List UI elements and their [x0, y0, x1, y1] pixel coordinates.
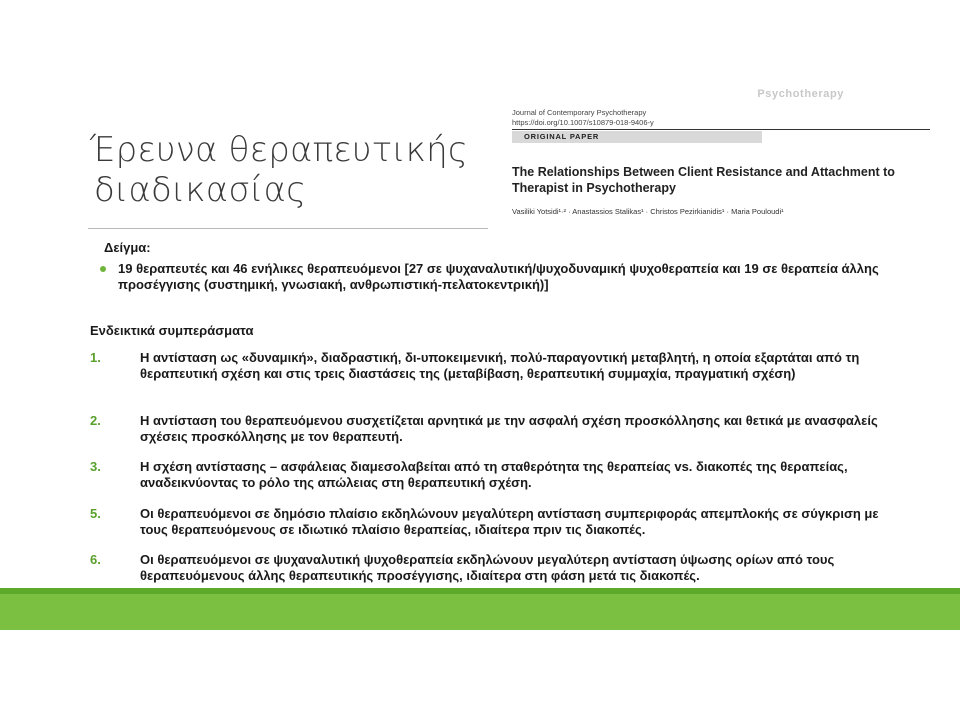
paper-faint-header: Psychotherapy	[757, 88, 844, 100]
conclusion-text: Οι θεραπευόμενοι σε δημόσιο πλαίσιο εκδηλώνουν μεγαλύτερη αντίσταση συμπεριφοράς απεμπλοκής σε σύγκριση με τους θεραπευόμενους σε ιδιωτικό πλαίσιο θεραπείας, ιδιαίτερα πριν τις διακοπές.	[140, 506, 879, 537]
paper-title: The Relationships Between Client Resistance and Attachment to Therapist in Psychotherapy	[512, 165, 895, 195]
paper-authors: Vasiliki Yotsidi¹·² · Anastassios Stalikas¹ · Christos Pezirkianidis¹ · Maria Pouloudi¹	[512, 207, 784, 216]
slide-title	[90, 130, 490, 210]
footer-accent-band	[0, 588, 960, 630]
conclusion-item	[90, 413, 880, 445]
conclusions-heading: Ενδεικτικά συμπεράσματα	[90, 323, 254, 338]
paper-section-band	[512, 131, 762, 143]
paper-journal-name: Journal of Contemporary Psychotherapy	[512, 108, 647, 117]
title-divider	[88, 228, 488, 229]
conclusion-number: 5.	[90, 506, 101, 521]
paper-section-label: ORIGINAL PAPER	[524, 132, 600, 141]
sample-bullet	[100, 261, 880, 293]
conclusion-item	[90, 552, 880, 584]
conclusion-item	[90, 459, 880, 491]
conclusion-number: 1.	[90, 350, 101, 365]
bullet-dot-icon	[100, 266, 106, 272]
paper-header-image	[508, 88, 932, 220]
conclusion-text: Η αντίσταση του θεραπευόμενου συσχετίζεται αρνητικά με την ασφαλή σχέση προσκόλλησης και θετικά με ανασφαλείς σχέσεις προσκόλλησης με τον θεραπευτή.	[140, 413, 878, 444]
slide-title-line-2: διαδικασίας	[94, 170, 307, 210]
conclusion-text: Η αντίσταση ως «δυναμική», διαδραστική, δι-υποκειμενική, πολύ-παραγοντική μεταβλητή, η οποία εξαρτάται από τη θεραπευτική σχέση και στις τρεις διαστάσεις της (μεταβίβαση, θεραπευτική συμμαχία, πραγματική σχέση)	[140, 350, 860, 381]
footer-accent-band-top	[0, 588, 960, 594]
conclusion-item	[90, 506, 880, 538]
conclusion-item	[90, 350, 880, 382]
paper-rule	[512, 129, 930, 130]
slide-title-line-1: Έρευνα θεραπευτικής	[90, 130, 469, 170]
sample-heading: Δείγμα:	[104, 240, 151, 255]
conclusion-number: 6.	[90, 552, 101, 567]
conclusion-text: Η σχέση αντίστασης – ασφάλειας διαμεσολαβείται από τη σταθερότητα της θεραπείας vs. διακοπές της θεραπείας, αναδεικνύοντας το ρόλο της απώλειας στη θεραπευτική σχέση.	[140, 459, 848, 490]
sample-bullet-text: 19 θεραπευτές και 46 ενήλικες θεραπευόμενοι [27 σε ψυχαναλυτική/ψυχοδυναμική ψυχοθεραπεία και 19 σε θεραπεία άλλης προσέγγισης (συστημική, γνωσιακή, ανθρωπιστική-πελατοκεντρική)]	[118, 261, 879, 292]
conclusion-text: Οι θεραπευόμενοι σε ψυχαναλυτική ψυχοθεραπεία εκδηλώνουν μεγαλύτερη αντίσταση ύψωσης ορίων από τους θεραπευόμενους άλλης θεραπευτικής προσέγγισης, ιδιαίτερα στη φάση μετά τις διακοπές.	[140, 552, 835, 583]
conclusion-number: 2.	[90, 413, 101, 428]
conclusion-number: 3.	[90, 459, 101, 474]
paper-doi: https://doi.org/10.1007/s10879-018-9406-y	[512, 118, 654, 127]
